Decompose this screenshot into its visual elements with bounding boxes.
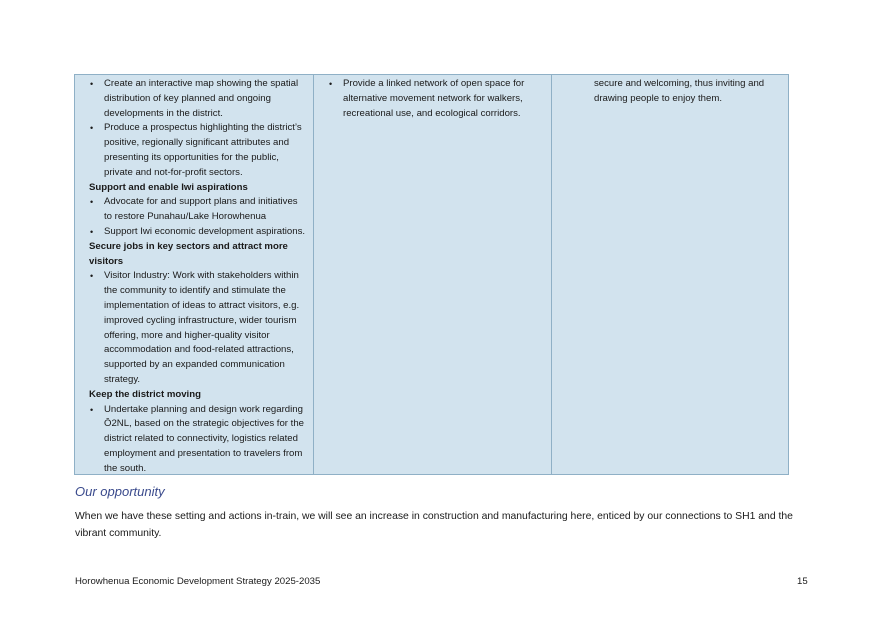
bullet-list-intro (89, 77, 307, 181)
outcome-text: secure and welcoming, thus inviting and drawing people to enjoy them. (594, 78, 765, 104)
heading-iwi-aspirations: Support and enable Iwi aspirations (89, 181, 248, 193)
list-item: • Undertake planning and design work regarding Ō2NL, based on the strategic objectives for the district related to connectivity, logistics related employment and presentation to travelers from the south. (104, 403, 307, 477)
bullet-list-jobs (89, 269, 307, 387)
heading-secure-jobs: Secure jobs in key sectors and attract more visitors (89, 240, 288, 267)
list-item: • Advocate for and support plans and initiatives to restore Punahau/Lake Horowhenua (104, 195, 307, 225)
section-title: Our opportunity (75, 484, 165, 499)
bullet-list-iwi (89, 195, 307, 239)
list-item: • Visitor Industry: Work with stakeholders within the community to identify and stimulate the implementation of ideas to attract visitors, e.g. improved cycling infrastructure, wider tourism offering, more and higher-quality visitor accommodation and food-related attractions, supported by an expanded communication strategy. (104, 269, 307, 387)
heading-keep-moving: Keep the district moving (89, 388, 201, 400)
footer-page-number: 15 (797, 576, 808, 587)
list-item: • Support Iwi economic development aspirations. (104, 225, 307, 240)
strategy-table (74, 74, 789, 475)
bullet-list-moving (89, 403, 307, 477)
footer-document-title: Horowhenua Economic Development Strategy 2025-2035 (75, 576, 321, 587)
list-item: • Provide a linked network of open space for alternative movement network for walkers, recreational use, and ecological corridors. (343, 77, 545, 121)
list-item: • Create an interactive map showing the spatial distribution of key planned and ongoing developments in the district. (104, 77, 307, 121)
list-item: • Produce a prospectus highlighting the district’s positive, regionally significant attributes and presenting its opportunities for the public, private and not-for-profit sectors. (104, 121, 307, 180)
table-column-outcome (551, 75, 788, 474)
bullet-list-open-space (328, 77, 545, 121)
body-paragraph: When we have these setting and actions in-train, we will see an increase in construction and manufacturing here, enticed by our connections to SH1 and the vibrant community. (75, 511, 793, 539)
table-column-actions (75, 75, 313, 474)
table-column-open-space (313, 75, 551, 474)
